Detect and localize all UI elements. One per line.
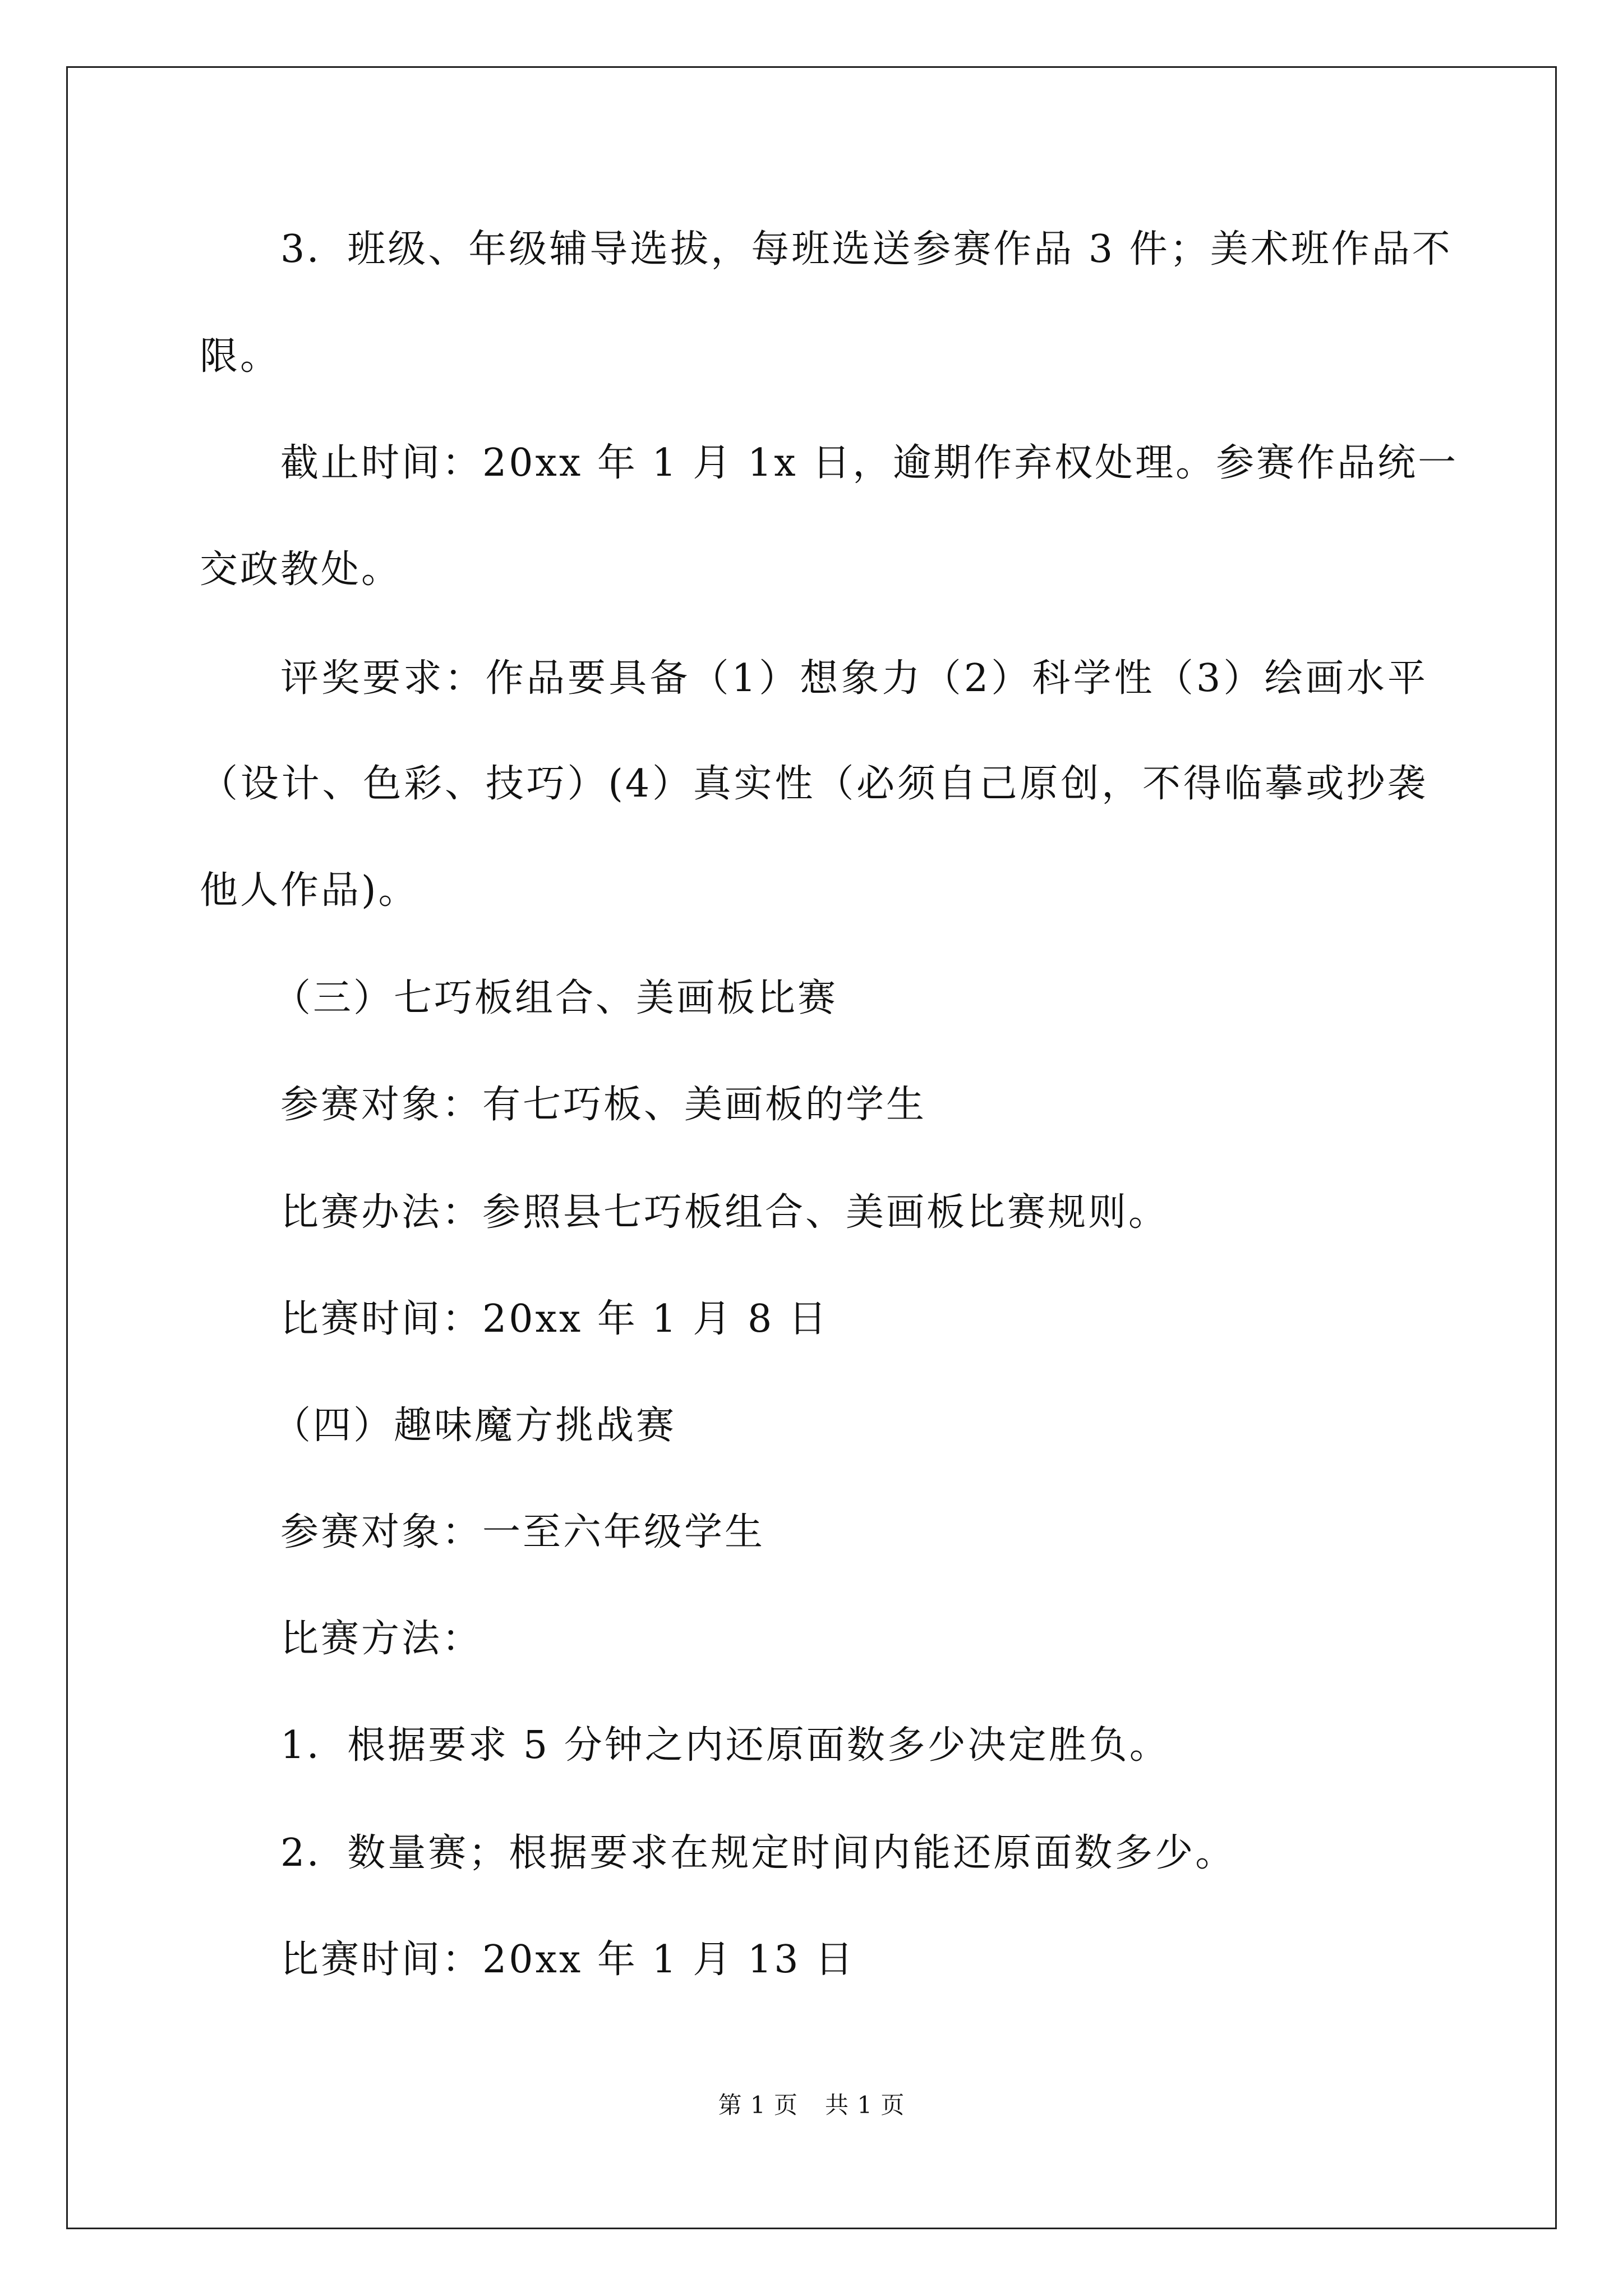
page-border [66,66,1557,2229]
paragraph-line: 比赛时间：20xx 年 1 月 13 日 [280,1938,856,1982]
paragraph-line: 比赛办法：参照县七巧板组合、美画板比赛规则。 [280,1190,1169,1235]
page-total: 共 1 页 [825,2091,905,2119]
list-item: 1．根据要求 5 分钟之内还原面数多少决定胜负。 [280,1723,1170,1768]
paragraph-line: 比赛时间：20xx 年 1 月 8 日 [280,1297,829,1341]
paragraph-line: 参赛对象：一至六年级学生 [280,1510,766,1554]
paragraph-line: 参赛对象：有七巧板、美画板的学生 [280,1083,927,1127]
paragraph-line: 比赛方法： [280,1617,483,1661]
paragraph-line: 他人作品)。 [200,868,419,913]
list-item: 2．数量赛；根据要求在规定时间内能还原面数多少。 [280,1831,1236,1875]
paragraph-line: 限。 [200,334,281,379]
paragraph-line: 评奖要求：作品要具备（1）想象力（2）科学性（3）绘画水平 [280,656,1428,701]
section-heading: （四）趣味魔方挑战赛 [273,1404,677,1448]
paragraph-line: 截止时间：20xx 年 1 月 1x 日，逾期作弃权处理。参赛作品统一 [280,441,1459,485]
paragraph-line: （设计、色彩、技巧）(4）真实性（必须自己原创，不得临摹或抄袭 [200,762,1428,806]
section-heading: （三）七巧板组合、美画板比赛 [273,976,838,1020]
paragraph-line: 3．班级、年级辅导选拔，每班选送参赛作品 3 件；美术班作品不 [280,227,1453,272]
paragraph-line: 交政教处。 [200,547,402,592]
page-footer [0,2087,1623,2120]
page-number: 第 1 页 [718,2091,798,2119]
